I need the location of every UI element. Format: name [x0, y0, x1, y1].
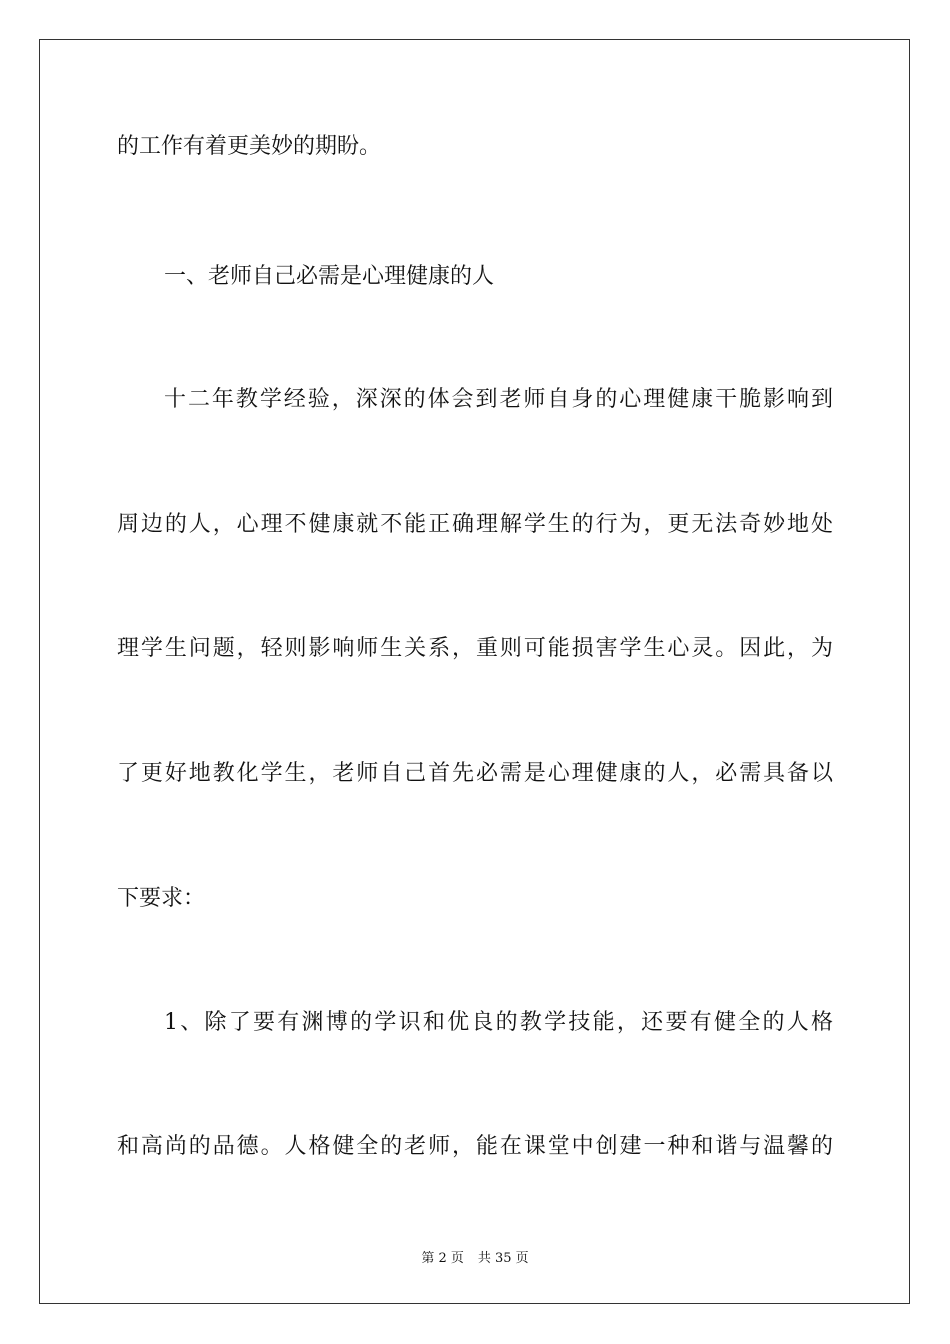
section-heading: 一、老师自己必需是心理健康的人 [164, 264, 495, 289]
list-item-1: 1、除了要有渊博的学识和优良的教学技能，还要有健全的人格 [164, 1010, 833, 1035]
body-line-3: 十二年教学经验，深深的体会到老师自身的心理健康干脆影响到 [164, 387, 833, 412]
body-line-1: 的工作有着更美妙的期盼。 [117, 134, 382, 159]
body-line-6: 了更好地教化学生，老师自己首先必需是心理健康的人，必需具备以 [117, 761, 833, 786]
page-border [39, 39, 910, 1304]
body-line-9: 和高尚的品德。人格健全的老师，能在课堂中创建一种和谐与温馨的 [117, 1134, 833, 1159]
body-line-4: 周边的人，心理不健康就不能正确理解学生的行为，更无法奇妙地处 [117, 512, 833, 537]
body-line-5: 理学生问题，轻则影响师生关系，重则可能损害学生心灵。因此，为 [117, 636, 833, 661]
page-number: 第 2 页 [421, 1251, 464, 1266]
page-total: 共 35 页 [477, 1251, 529, 1266]
body-line-7: 下要求： [117, 886, 206, 911]
page-footer [0, 1247, 950, 1266]
